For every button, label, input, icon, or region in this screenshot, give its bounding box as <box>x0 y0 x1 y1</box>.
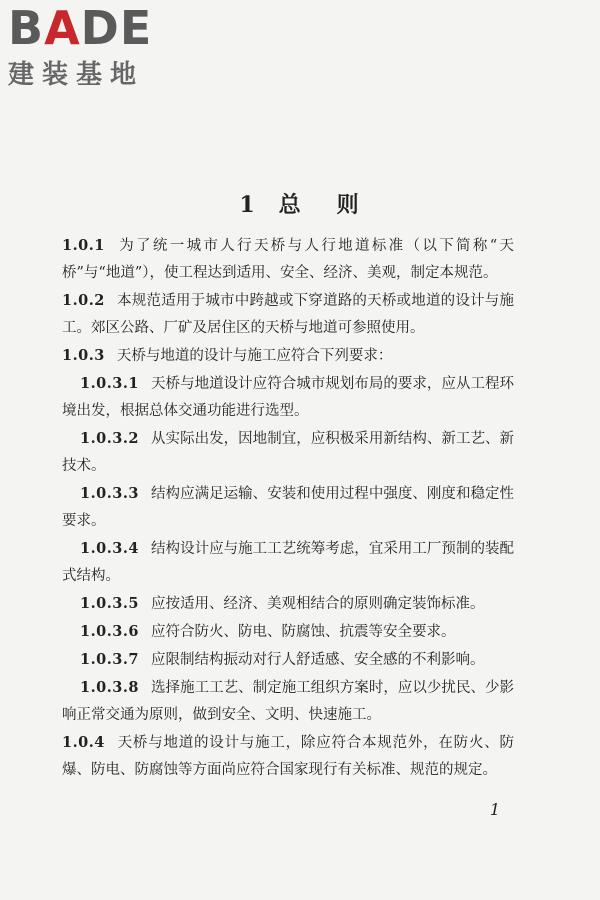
clause-text: 应符合防火、防电、防腐蚀、抗震等安全要求。 <box>151 624 456 640</box>
clause-1-0-3-3 <box>62 480 514 535</box>
clause-text: 结构应满足运输、安装和使用过程中强度、刚度和稳定性要求。 <box>62 486 514 529</box>
clause-number: 1.0.3.4 <box>80 540 140 557</box>
clause-text: 天桥与地道设计应符合城市规划布局的要求，应从工程环境出发，根据总体交通功能进行选型。 <box>62 376 514 419</box>
clause-text: 结构设计应与施工工艺统筹考虑，宜采用工厂预制的装配式结构。 <box>62 541 514 584</box>
clause-1-0-3-1 <box>62 370 514 425</box>
chapter-number: 1 <box>239 192 257 218</box>
clause-1-0-3-2 <box>62 425 514 480</box>
clause-number: 1.0.3 <box>62 347 105 364</box>
clause-number: 1.0.3.3 <box>80 485 140 502</box>
clause-text: 从实际出发，因地制宜，应积极采用新结构、新工艺、新技术。 <box>62 431 514 474</box>
clause-number: 1.0.4 <box>62 734 105 751</box>
page-number: 1 <box>489 800 500 819</box>
clause-number: 1.0.2 <box>62 292 105 309</box>
clause-1-0-3-4 <box>62 535 514 590</box>
chapter-title-char-1: 总 <box>278 192 303 218</box>
clause-number: 1.0.3.2 <box>80 430 140 447</box>
clause-text: 本规范适用于城市中跨越或下穿道路的天桥或地道的设计与施工。郊区公路、厂矿及居住区的天桥与地道可参照使用。 <box>62 293 514 336</box>
chapter-title-char-2: 则 <box>336 192 361 218</box>
clause-1-0-3-5 <box>62 590 514 618</box>
logo-subtitle: 建装基地 <box>8 60 145 90</box>
clause-number: 1.0.3.6 <box>80 623 140 640</box>
clause-number: 1.0.3.8 <box>80 679 140 696</box>
clause-number: 1.0.3.5 <box>80 595 140 612</box>
clause-text: 应按适用、经济、美观相结合的原则确定装饰标准。 <box>151 596 485 612</box>
chapter-heading <box>0 188 600 219</box>
bade-logo <box>8 1 178 91</box>
clause-1-0-3 <box>62 342 514 370</box>
clause-1-0-1 <box>62 232 514 287</box>
logo-wordmark: BADE <box>8 1 153 55</box>
clause-text: 应限制结构振动对行人舒适感、安全感的不利影响。 <box>151 652 485 668</box>
clause-1-0-4 <box>62 729 514 784</box>
clause-number: 1.0.3.1 <box>80 375 140 392</box>
clause-1-0-2 <box>62 287 514 342</box>
clause-1-0-3-6 <box>62 618 514 646</box>
clause-text: 天桥与地道的设计与施工，除应符合本规范外，在防火、防爆、防电、防腐蚀等方面尚应符合国家现行有关标准、规范的规定。 <box>62 735 514 778</box>
clause-number: 1.0.3.7 <box>80 651 140 668</box>
clause-text: 为了统一城市人行天桥与人行地道标准（以下简称“天桥”与“地道”），使工程达到适用、安全、经济、美观，制定本规范。 <box>62 238 514 281</box>
clause-number: 1.0.1 <box>62 237 105 254</box>
clause-1-0-3-8 <box>62 674 514 729</box>
clause-text: 天桥与地道的设计与施工应符合下列要求： <box>116 348 393 364</box>
clause-text: 选择施工工艺、制定施工组织方案时，应以少扰民、少影响正常交通为原则，做到安全、文明、快速施工。 <box>62 680 514 723</box>
clause-1-0-3-7 <box>62 646 514 674</box>
clause-list <box>62 232 514 784</box>
